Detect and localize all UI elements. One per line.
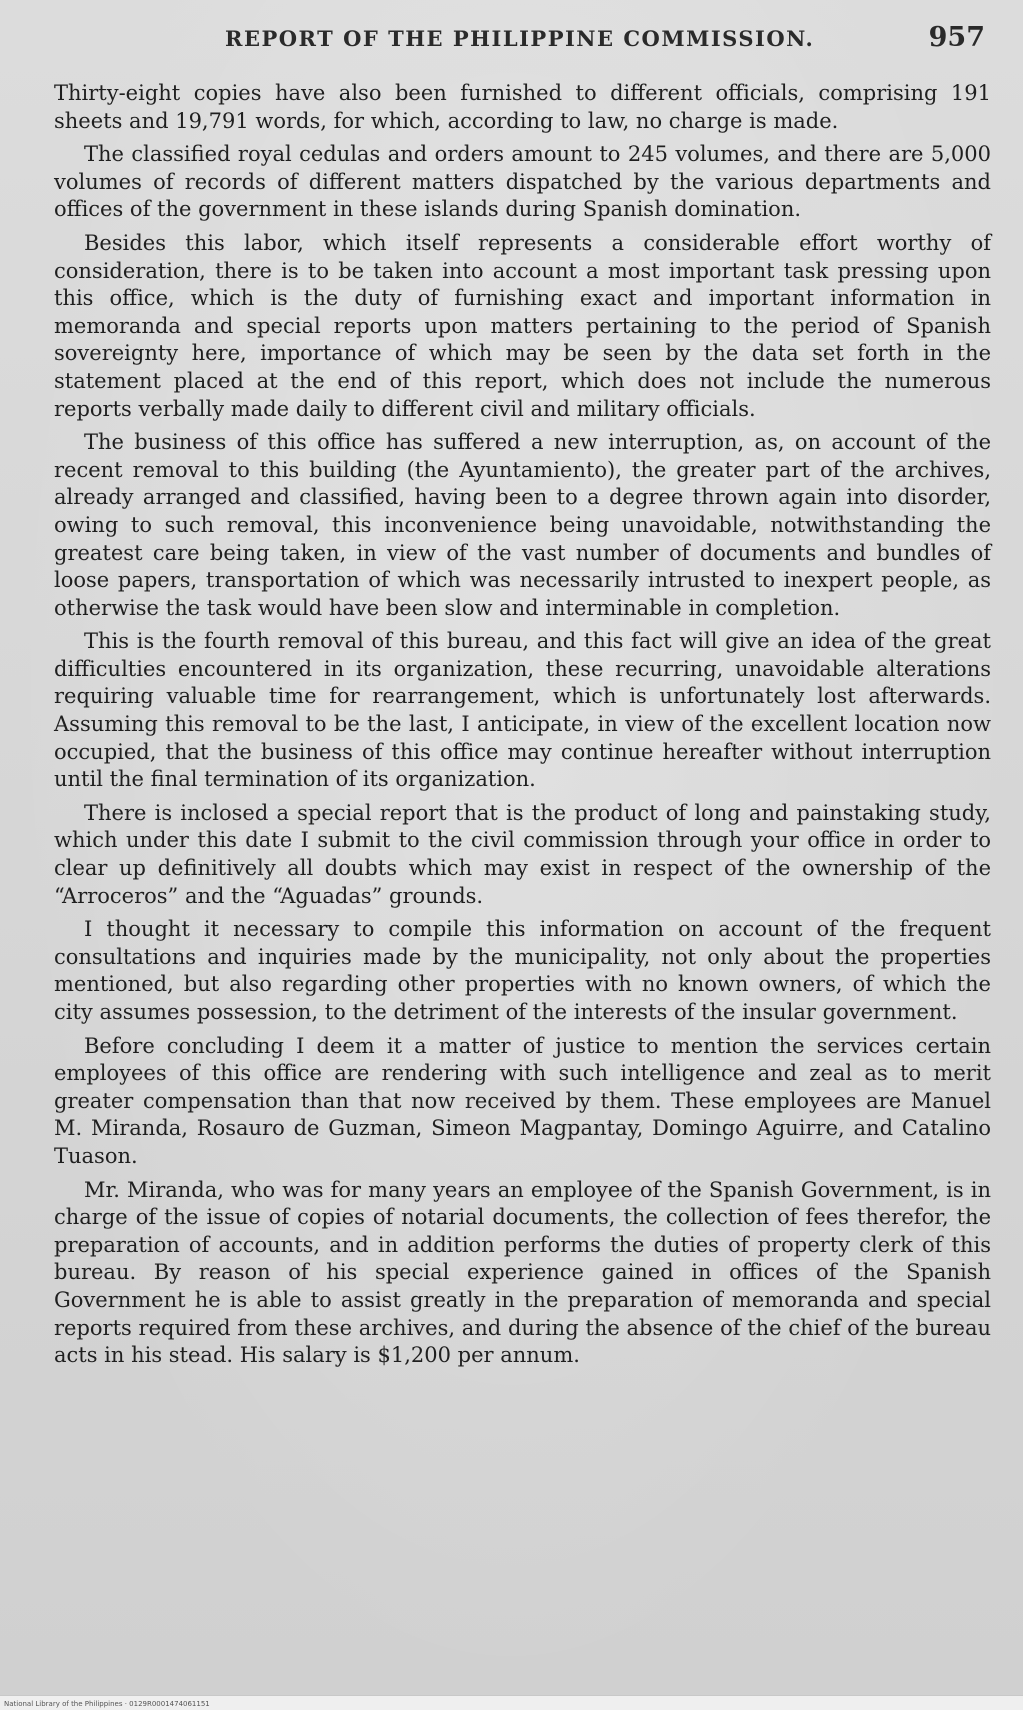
paragraph-8: Before concluding I deem it a matter of justice to mention the services certain employees of this office are rendering with such intelligence and zeal as to merit greater compensation than that now received by them. These employees are Manuel M. Miranda, Rosauro de Guzman, Simeon Magpantay, Domingo Aguirre, and Catalino Tuason. [54,1033,991,1168]
paragraph-4: The business of this office has suffered a new interruption, as, on account of the recent removal to this building (the Ayuntamiento), the greater part of the archives, already arranged and classified, having been to a degree thrown again into disorder, owing to such removal, this inconvenience being unavoidable, notwithstanding the greatest care being taken, in view of the vast number of documents and bundles of loose papers, transportation of which was necessarily intrusted to inexpert people, as otherwise the task would have been slow and interminable in completion. [54,430,991,620]
paragraph-7: I thought it necessary to compile this information on account of the frequent consultations and inquiries made by the municipality, not only about the properties mentioned, but also regarding other properties with no known owners, of which the city assumes possession, to the detriment of the interests of the insular government. [54,917,991,1024]
paragraph-2: The classified royal cedulas and orders amount to 245 volumes, and there are 5,000 volumes of records of different matters dispatched by the various departments and offices of the government in these islands during Spanish domination. [54,142,991,222]
paragraph-9: Mr. Miranda, who was for many years an employee of the Spanish Government, is in charge of the issue of copies of notarial documents, the collection of fees therefor, the preparation of accounts, and in addition performs the duties of property clerk of this bureau. By reason of his special experience gained in offices of the Spanish Government he is able to assist greatly in the preparation of memoranda and special reports required from these archives, and during the absence of the chief of the bureau acts in his stead. His salary is $1,200 per annum. [54,1177,991,1368]
scan-footer [0,1695,1023,1710]
body-text [54,80,991,1376]
paragraph-3: Besides this labor, which itself represents a considerable effort worthy of consideration, there is to be taken into account a most important task pressing upon this office, which is the duty of furnishing exact and important information in memoranda and special reports upon matters pertaining to the period of Spanish sovereignty here, importance of which may be seen by the data set forth in the statement placed at the end of this report, which does not include the numerous reports verbally made daily to different civil and military officials. [54,230,991,421]
page-number: 957 [928,22,985,53]
running-head: REPORT OF THE PHILIPPINE COMMISSION. [225,26,815,51]
scan-credit: National Library of the Philippines · 0129R0001474061151 [4,1700,210,1708]
paragraph-5: This is the fourth removal of this bureau, and this fact will give an idea of the great difficulties encountered in its organization, these recurring, unavoidable alterations requiring valuable time for rearrangement, which is unfortunately lost afterwards. Assuming this removal to be the last, I anticipate, in view of the excellent location now occupied, that the business of this office may continue hereafter without interruption until the final termination of its organization. [54,629,991,792]
paragraph-1: Thirty-eight copies have also been furnished to different officials, comprising 191 sheets and 19,791 words, for which, according to law, no charge is made. [54,81,991,133]
paragraph-6: There is inclosed a special report that is the product of long and painstaking study, which under this date I submit to the civil commission through your office in order to clear up definitively all doubts which may exist in respect of the ownership of the “Arroceros” and the “Aguadas” grounds. [54,800,991,908]
page-header [60,22,1003,56]
